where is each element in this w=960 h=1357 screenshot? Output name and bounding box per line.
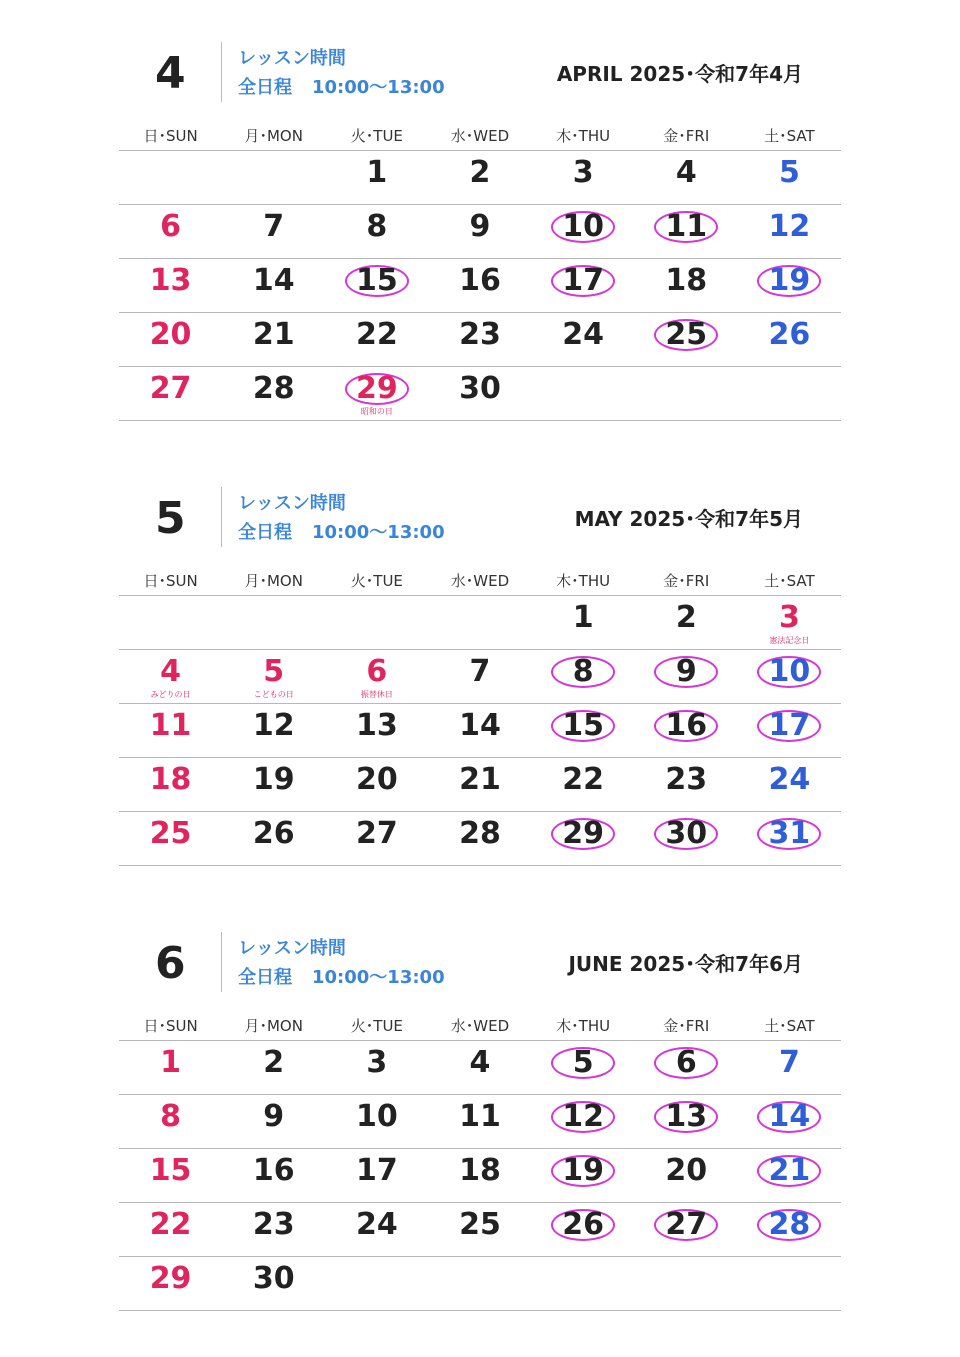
day-number: 2 bbox=[263, 1045, 285, 1080]
day-number: 15 bbox=[355, 263, 398, 298]
day-cell bbox=[738, 1095, 841, 1148]
day-cell bbox=[119, 1041, 222, 1094]
day-cell bbox=[325, 259, 428, 312]
day-number: 13 bbox=[665, 1099, 708, 1134]
weekday-sat: 土･SAT bbox=[764, 1016, 815, 1035]
day-cell bbox=[532, 1095, 635, 1148]
day-cell bbox=[532, 259, 635, 312]
day-number: 9 bbox=[469, 209, 491, 244]
lesson-label: レッスン時間 bbox=[238, 493, 346, 514]
day-cell bbox=[532, 151, 635, 204]
month-calendar-5 bbox=[119, 485, 841, 866]
weekday-mon: 月･MON bbox=[244, 126, 303, 145]
day-cell bbox=[738, 313, 841, 366]
day-number: 21 bbox=[252, 317, 295, 352]
weekday-tue: 火･TUE bbox=[350, 571, 403, 590]
day-number: 24 bbox=[768, 762, 811, 797]
day-number: 22 bbox=[149, 1207, 192, 1242]
day-cell bbox=[428, 259, 531, 312]
day-number: 5 bbox=[263, 654, 285, 689]
holiday-name: 昭和の日 bbox=[360, 407, 393, 416]
empty-cell bbox=[119, 151, 222, 204]
day-number: 23 bbox=[459, 317, 501, 352]
weekday-sun: 日･SUN bbox=[143, 126, 198, 145]
day-cell bbox=[325, 812, 428, 865]
lesson-info bbox=[238, 44, 445, 102]
day-number: 25 bbox=[459, 1207, 501, 1242]
day-cell bbox=[428, 367, 531, 420]
day-number: 6 bbox=[160, 209, 181, 244]
day-cell bbox=[738, 596, 841, 649]
day-cell bbox=[325, 205, 428, 258]
day-number: 23 bbox=[252, 1207, 295, 1242]
weekday-sat: 土･SAT bbox=[764, 126, 815, 145]
day-number: 25 bbox=[665, 317, 708, 352]
day-number: 20 bbox=[149, 317, 192, 352]
day-cell bbox=[325, 313, 428, 366]
day-number: 8 bbox=[160, 1099, 181, 1134]
week-row bbox=[119, 259, 841, 313]
day-number: 7 bbox=[469, 654, 491, 689]
lesson-time: 10:00〜13:00 bbox=[312, 967, 445, 988]
day-cell bbox=[532, 1203, 635, 1256]
day-number: 23 bbox=[665, 762, 708, 797]
day-number: 1 bbox=[572, 600, 594, 635]
day-number: 24 bbox=[355, 1207, 398, 1242]
day-cell bbox=[119, 1095, 222, 1148]
day-number: 7 bbox=[263, 209, 285, 244]
lesson-time: 10:00〜13:00 bbox=[312, 77, 445, 98]
day-cell bbox=[635, 1149, 738, 1202]
day-cell bbox=[325, 1095, 428, 1148]
day-number: 16 bbox=[665, 708, 708, 743]
week-row bbox=[119, 650, 841, 704]
day-cell bbox=[635, 650, 738, 703]
day-cell bbox=[428, 313, 531, 366]
lesson-schedule bbox=[238, 518, 445, 547]
day-number: 31 bbox=[768, 816, 811, 851]
day-cell bbox=[325, 704, 428, 757]
month-header bbox=[119, 40, 841, 120]
day-cell bbox=[738, 812, 841, 865]
weekday-mon: 月･MON bbox=[244, 571, 303, 590]
weekday-wed: 水･WED bbox=[450, 571, 510, 590]
empty-cell bbox=[119, 596, 222, 649]
day-number: 3 bbox=[778, 600, 800, 635]
day-number: 10 bbox=[768, 654, 811, 689]
weekday-sun: 日･SUN bbox=[143, 1016, 198, 1035]
day-cell bbox=[635, 1041, 738, 1094]
day-number: 28 bbox=[252, 371, 295, 406]
empty-cell bbox=[428, 1257, 531, 1310]
day-number: 8 bbox=[572, 654, 594, 689]
day-number: 30 bbox=[459, 371, 501, 406]
week-row bbox=[119, 1149, 841, 1203]
day-number: 30 bbox=[252, 1261, 295, 1296]
day-cell bbox=[532, 1149, 635, 1202]
day-cell bbox=[428, 758, 531, 811]
day-number: 11 bbox=[665, 209, 708, 244]
day-cell bbox=[532, 1041, 635, 1094]
day-number: 14 bbox=[459, 708, 501, 743]
weekday-thu: 木･THU bbox=[556, 571, 611, 590]
day-number: 16 bbox=[252, 1153, 295, 1188]
day-number: 19 bbox=[768, 263, 811, 298]
day-number: 9 bbox=[263, 1099, 285, 1134]
week-row bbox=[119, 151, 841, 205]
week-row bbox=[119, 1041, 841, 1095]
day-cell bbox=[635, 205, 738, 258]
week-row bbox=[119, 812, 841, 866]
month-title: APRIL 2025･令和7年4月 bbox=[556, 62, 803, 86]
month-calendar-4 bbox=[119, 40, 841, 421]
month-calendar-6 bbox=[119, 930, 841, 1311]
day-number: 17 bbox=[562, 263, 604, 298]
day-number: 3 bbox=[572, 155, 594, 190]
day-cell bbox=[635, 758, 738, 811]
day-cell bbox=[222, 650, 325, 703]
day-number: 21 bbox=[768, 1153, 811, 1188]
weekday-header bbox=[119, 1010, 841, 1041]
day-number: 26 bbox=[768, 317, 811, 352]
day-cell bbox=[532, 704, 635, 757]
day-cell bbox=[428, 1203, 531, 1256]
day-cell bbox=[738, 704, 841, 757]
header-divider bbox=[221, 42, 222, 102]
day-cell bbox=[635, 1203, 738, 1256]
day-cell bbox=[119, 1203, 222, 1256]
day-cell bbox=[325, 367, 428, 420]
day-number: 26 bbox=[252, 816, 295, 851]
day-cell bbox=[532, 650, 635, 703]
day-number: 26 bbox=[562, 1207, 604, 1242]
day-number: 2 bbox=[469, 155, 491, 190]
day-cell bbox=[738, 205, 841, 258]
day-cell bbox=[532, 596, 635, 649]
day-number: 28 bbox=[459, 816, 501, 851]
lesson-label: レッスン時間 bbox=[238, 938, 346, 959]
day-number: 5 bbox=[572, 1045, 594, 1080]
day-cell bbox=[428, 205, 531, 258]
day-number: 12 bbox=[562, 1099, 604, 1134]
week-row bbox=[119, 704, 841, 758]
day-number: 14 bbox=[768, 1099, 811, 1134]
day-cell bbox=[635, 596, 738, 649]
month-header bbox=[119, 485, 841, 565]
day-number: 17 bbox=[355, 1153, 398, 1188]
day-number: 4 bbox=[675, 155, 697, 190]
day-number: 28 bbox=[768, 1207, 811, 1242]
week-row bbox=[119, 367, 841, 421]
day-number: 20 bbox=[665, 1153, 708, 1188]
day-number: 11 bbox=[149, 708, 192, 743]
empty-cell bbox=[222, 596, 325, 649]
day-cell bbox=[635, 151, 738, 204]
empty-cell bbox=[222, 151, 325, 204]
day-cell bbox=[119, 1257, 222, 1310]
day-cell bbox=[738, 1203, 841, 1256]
day-number: 6 bbox=[675, 1045, 697, 1080]
day-cell bbox=[635, 313, 738, 366]
weekday-header bbox=[119, 565, 841, 596]
day-cell bbox=[635, 1095, 738, 1148]
day-cell bbox=[119, 367, 222, 420]
day-number: 10 bbox=[562, 209, 604, 244]
month-title: MAY 2025･令和7年5月 bbox=[574, 507, 803, 531]
day-number: 29 bbox=[355, 371, 398, 406]
day-number: 27 bbox=[665, 1207, 708, 1242]
day-cell bbox=[222, 1203, 325, 1256]
week-row bbox=[119, 205, 841, 259]
day-cell bbox=[119, 259, 222, 312]
lesson-label: レッスン時間 bbox=[238, 48, 346, 69]
day-cell bbox=[222, 1149, 325, 1202]
weekday-sun: 日･SUN bbox=[143, 571, 198, 590]
weekday-wed: 水･WED bbox=[450, 1016, 510, 1035]
lesson-info bbox=[238, 934, 445, 992]
day-cell bbox=[119, 704, 222, 757]
day-number: 21 bbox=[459, 762, 501, 797]
day-cell bbox=[532, 313, 635, 366]
day-number: 1 bbox=[366, 155, 388, 190]
holiday-name: こどもの日 bbox=[253, 690, 294, 699]
day-number: 10 bbox=[355, 1099, 398, 1134]
weekday-mon: 月･MON bbox=[244, 1016, 303, 1035]
day-cell bbox=[738, 1041, 841, 1094]
day-cell bbox=[532, 205, 635, 258]
day-number: 17 bbox=[768, 708, 811, 743]
week-row bbox=[119, 596, 841, 650]
day-cell bbox=[222, 313, 325, 366]
day-cell bbox=[738, 259, 841, 312]
day-cell bbox=[222, 1095, 325, 1148]
day-cell bbox=[222, 1257, 325, 1310]
day-cell bbox=[325, 1203, 428, 1256]
day-number: 16 bbox=[459, 263, 501, 298]
header-divider bbox=[221, 487, 222, 547]
day-number: 12 bbox=[768, 209, 811, 244]
empty-cell bbox=[325, 596, 428, 649]
day-number: 8 bbox=[366, 209, 388, 244]
schedule-label: 全日程 bbox=[238, 522, 292, 543]
empty-cell bbox=[635, 1257, 738, 1310]
day-cell bbox=[325, 151, 428, 204]
day-cell bbox=[222, 1041, 325, 1094]
lesson-schedule bbox=[238, 73, 445, 102]
day-cell bbox=[325, 1041, 428, 1094]
day-number: 2 bbox=[675, 600, 697, 635]
day-cell bbox=[119, 1149, 222, 1202]
month-header bbox=[119, 930, 841, 1010]
schedule-label: 全日程 bbox=[238, 967, 292, 988]
day-cell bbox=[222, 704, 325, 757]
day-cell bbox=[532, 758, 635, 811]
day-number: 22 bbox=[355, 317, 398, 352]
day-cell bbox=[119, 313, 222, 366]
day-cell bbox=[428, 1041, 531, 1094]
lesson-time: 10:00〜13:00 bbox=[312, 522, 445, 543]
header-divider bbox=[221, 932, 222, 992]
empty-cell bbox=[635, 367, 738, 420]
empty-cell bbox=[428, 596, 531, 649]
day-number: 9 bbox=[675, 654, 697, 689]
month-title: JUNE 2025･令和7年6月 bbox=[568, 952, 803, 976]
holiday-name: みどりの日 bbox=[150, 690, 191, 699]
week-row bbox=[119, 1203, 841, 1257]
day-number: 15 bbox=[562, 708, 604, 743]
day-number: 13 bbox=[355, 708, 398, 743]
weekday-sat: 土･SAT bbox=[764, 571, 815, 590]
day-cell bbox=[428, 812, 531, 865]
day-number: 25 bbox=[149, 816, 192, 851]
day-cell bbox=[325, 1149, 428, 1202]
lesson-info bbox=[238, 489, 445, 547]
empty-cell bbox=[532, 367, 635, 420]
day-number: 4 bbox=[469, 1045, 491, 1080]
day-cell bbox=[119, 650, 222, 703]
weekday-tue: 火･TUE bbox=[350, 1016, 403, 1035]
day-number: 13 bbox=[149, 263, 192, 298]
day-cell bbox=[738, 151, 841, 204]
day-cell bbox=[738, 650, 841, 703]
day-number: 3 bbox=[366, 1045, 388, 1080]
day-number: 14 bbox=[252, 263, 295, 298]
day-number: 29 bbox=[562, 816, 604, 851]
lesson-schedule bbox=[238, 963, 445, 992]
day-number: 1 bbox=[160, 1045, 181, 1080]
weekday-thu: 木･THU bbox=[556, 126, 611, 145]
day-number: 24 bbox=[562, 317, 604, 352]
day-cell bbox=[428, 704, 531, 757]
day-number: 18 bbox=[149, 762, 192, 797]
day-number: 30 bbox=[665, 816, 708, 851]
day-cell bbox=[119, 812, 222, 865]
day-number: 27 bbox=[355, 816, 398, 851]
weekday-header bbox=[119, 120, 841, 151]
day-cell bbox=[325, 758, 428, 811]
day-cell bbox=[635, 259, 738, 312]
day-number: 18 bbox=[665, 263, 708, 298]
day-number: 5 bbox=[778, 155, 800, 190]
day-cell bbox=[635, 812, 738, 865]
month-number: 4 bbox=[155, 48, 186, 99]
day-cell bbox=[428, 151, 531, 204]
empty-cell bbox=[738, 1257, 841, 1310]
day-cell bbox=[738, 1149, 841, 1202]
month-number: 5 bbox=[155, 493, 186, 544]
day-number: 20 bbox=[355, 762, 398, 797]
holiday-name: 振替休日 bbox=[360, 690, 393, 699]
weekday-tue: 火･TUE bbox=[350, 126, 403, 145]
day-number: 19 bbox=[562, 1153, 604, 1188]
day-number: 29 bbox=[149, 1261, 192, 1296]
week-row bbox=[119, 313, 841, 367]
day-cell bbox=[325, 650, 428, 703]
day-number: 15 bbox=[149, 1153, 192, 1188]
day-cell bbox=[738, 758, 841, 811]
empty-cell bbox=[738, 367, 841, 420]
weekday-wed: 水･WED bbox=[450, 126, 510, 145]
day-number: 19 bbox=[252, 762, 295, 797]
weekday-thu: 木･THU bbox=[556, 1016, 611, 1035]
week-row bbox=[119, 1095, 841, 1149]
weekday-fri: 金･FRI bbox=[663, 571, 710, 590]
day-cell bbox=[222, 758, 325, 811]
day-number: 22 bbox=[562, 762, 604, 797]
week-row bbox=[119, 1257, 841, 1311]
day-number: 18 bbox=[459, 1153, 501, 1188]
day-cell bbox=[222, 367, 325, 420]
holiday-name: 憲法記念日 bbox=[769, 636, 810, 645]
day-cell bbox=[532, 812, 635, 865]
day-cell bbox=[222, 812, 325, 865]
month-number: 6 bbox=[155, 938, 186, 989]
day-cell bbox=[428, 1149, 531, 1202]
day-number: 12 bbox=[252, 708, 295, 743]
empty-cell bbox=[325, 1257, 428, 1310]
empty-cell bbox=[532, 1257, 635, 1310]
day-number: 4 bbox=[160, 654, 181, 689]
day-cell bbox=[222, 259, 325, 312]
schedule-label: 全日程 bbox=[238, 77, 292, 98]
day-number: 7 bbox=[778, 1045, 800, 1080]
day-cell bbox=[222, 205, 325, 258]
day-cell bbox=[428, 1095, 531, 1148]
day-cell bbox=[428, 650, 531, 703]
day-cell bbox=[119, 205, 222, 258]
week-row bbox=[119, 758, 841, 812]
day-cell bbox=[635, 704, 738, 757]
day-cell bbox=[119, 758, 222, 811]
day-number: 6 bbox=[366, 654, 388, 689]
day-number: 11 bbox=[459, 1099, 501, 1134]
day-number: 27 bbox=[149, 371, 192, 406]
weekday-fri: 金･FRI bbox=[663, 126, 710, 145]
weekday-fri: 金･FRI bbox=[663, 1016, 710, 1035]
